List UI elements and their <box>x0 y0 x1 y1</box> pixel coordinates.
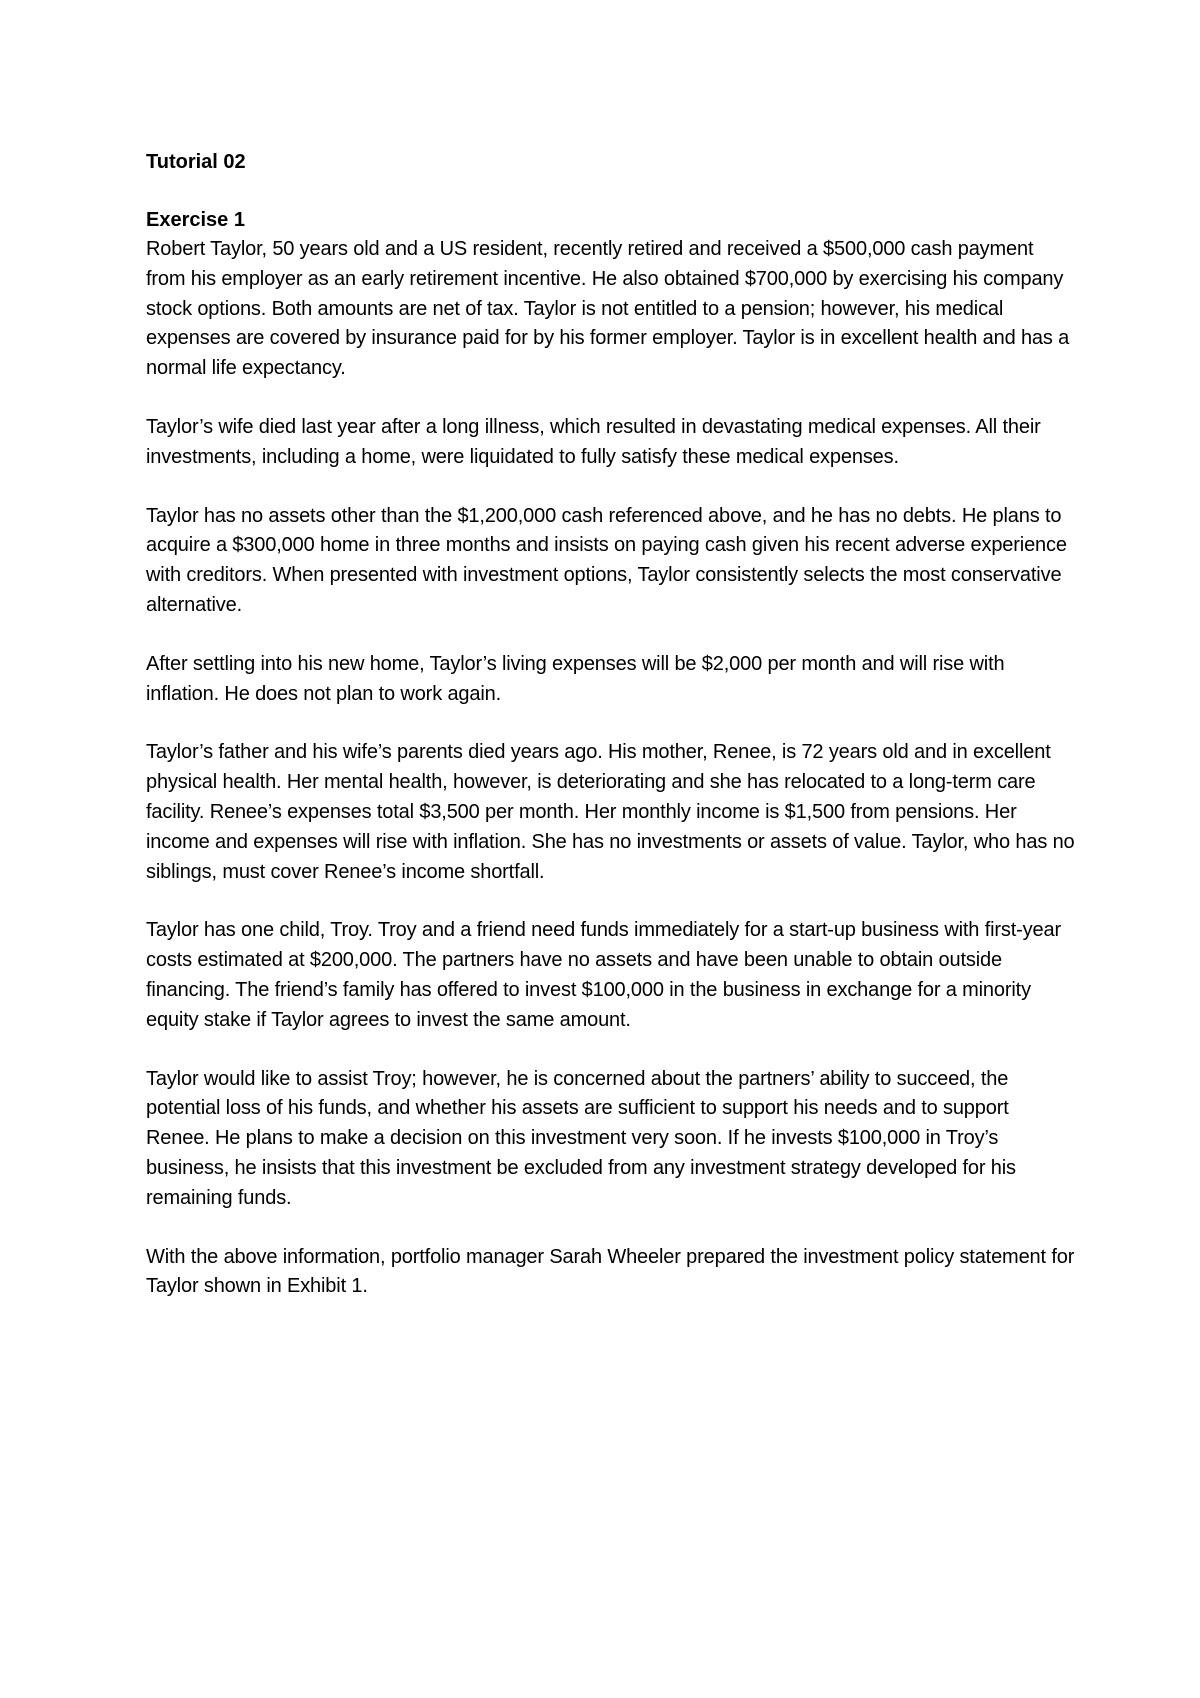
paragraph-7: Taylor would like to assist Troy; however, he is concerned about the partners’ ability to succeed, the potential loss of his funds, and whether his assets are sufficient to support his needs and to support Renee. He plans to make a decision on this investment very soon. If he invests $100,000 in Troy’s business, he insists that this investment be excluded from any investment strategy developed for his remaining funds. <box>146 1067 1016 1209</box>
exercise-heading: Exercise 1 <box>146 209 245 231</box>
paragraph-1: Robert Taylor, 50 years old and a US resident, recently retired and received a $500,000 cash payment from his employer as an early retirement incentive. He also obtained $700,000 by exercising his company stock options. Both amounts are net of tax. Taylor is not entitled to a pension; however, his medical expenses are covered by insurance paid for by his former employer. Taylor is in excellent health and has a normal life expectancy. <box>146 238 1070 380</box>
paragraph-3: Taylor has no assets other than the $1,200,000 cash referenced above, and he has no debts. He plans to acquire a $300,000 home in three months and insists on paying cash given his recent adverse experience with creditors. When presented with investment options, Taylor consistently selects the most conservative alternative. <box>146 504 1067 616</box>
document-body <box>146 147 1076 1331</box>
paragraph-8: With the above information, portfolio manager Sarah Wheeler prepared the investment policy statement for Taylor shown in Exhibit 1. <box>146 1245 1075 1298</box>
document-title: Tutorial 02 <box>146 151 246 173</box>
paragraph-6: Taylor has one child, Troy. Troy and a friend need funds immediately for a start-up business with first-year costs estimated at $200,000. The partners have no assets and have been unable to obtain outside financing. The friend’s family has offered to invest $100,000 in the business in exchange for a minority equity stake if Taylor agrees to invest the same amount. <box>146 919 1061 1031</box>
paragraph-2: Taylor’s wife died last year after a long illness, which resulted in devastating medical expenses. All their investments, including a home, were liquidated to fully satisfy these medical expenses. <box>146 415 1041 468</box>
paragraph-5: Taylor’s father and his wife’s parents died years ago. His mother, Renee, is 72 years old and in excellent physical health. Her mental health, however, is deteriorating and she has relocated to a long-term care facility. Renee’s expenses total $3,500 per month. Her monthly income is $1,500 from pensions. Her income and expenses will rise with inflation. She has no investments or assets of value. Taylor, who has no siblings, must cover Renee’s income shortfall. <box>146 741 1075 883</box>
paragraph-4: After settling into his new home, Taylor’s living expenses will be $2,000 per month and will rise with inflation. He does not plan to work again. <box>146 652 1005 705</box>
